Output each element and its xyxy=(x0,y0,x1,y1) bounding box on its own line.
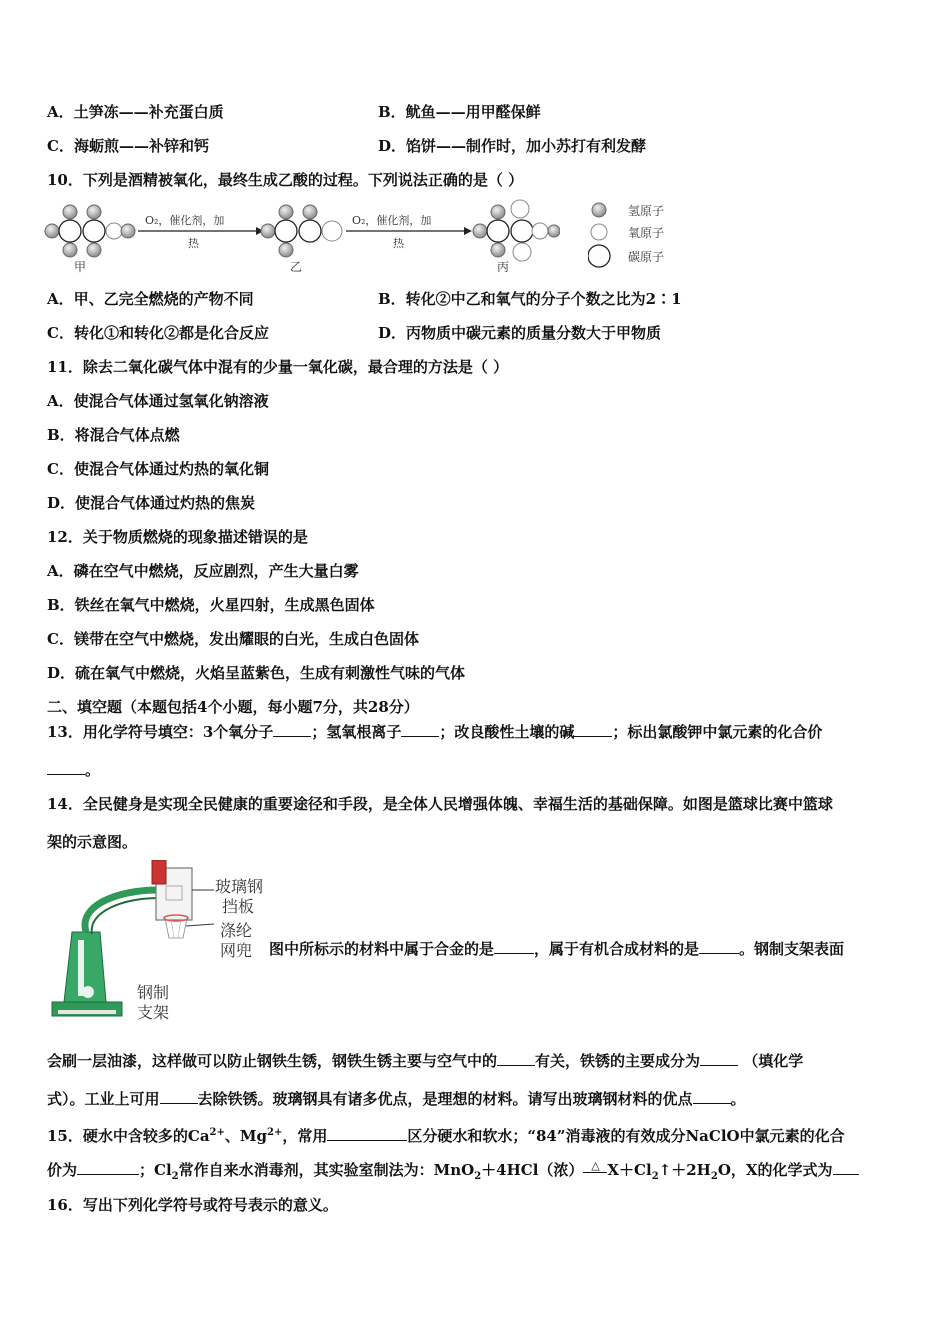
q13-blank3[interactable] xyxy=(574,722,612,737)
q15-text-hcl: ＋4HCl（浓） xyxy=(481,1161,584,1179)
section-2-heading: 二、填空题（本题包括4个小题，每小题7分，共28分） xyxy=(47,698,419,716)
fig-label-polyester-b: 网兜 xyxy=(220,941,253,960)
legend-oxygen: 氧原子 xyxy=(628,226,665,240)
q10-option-b: B．转化②中乙和氧气的分子个数之比为2∶1 xyxy=(378,290,682,308)
carbon-atom-icon xyxy=(588,245,610,267)
q14-line2: 架的示意图。 xyxy=(47,833,138,851)
molecule-yi xyxy=(261,205,342,257)
heat-condition-sign: △ xyxy=(583,1160,607,1173)
q15-sub-2: 2 xyxy=(474,1171,482,1182)
q11-option-d: D．使混合气体通过灼热的焦炭 xyxy=(47,494,256,512)
hydrogen-atom-icon xyxy=(592,203,606,217)
label-bing: 丙 xyxy=(497,260,510,274)
q9-option-a: A．土笋冻——补充蛋白质 xyxy=(47,103,224,121)
q15-text-use: ，常用 xyxy=(282,1127,328,1145)
q14-line4-text2: 去除铁锈。玻璃钢具有诸多优点，是理想的材料。请写出玻璃钢材料的优点 xyxy=(197,1090,693,1108)
q14-blank-synthetic[interactable] xyxy=(699,939,739,954)
q14-side-text3: 。钢制支架表面 xyxy=(739,940,845,958)
q15-sub-3: 2 xyxy=(651,1171,659,1182)
q12-stem: 12．关于物质燃烧的现象描述错误的是 xyxy=(47,528,308,546)
q15-text-naclo: 区分硬水和软水；“84”消毒液的有效成分NaClO中氯元素的化合 xyxy=(407,1127,845,1145)
q15-text-ca: 15．硬水中含较多的Ca xyxy=(47,1127,210,1145)
q15-line1 xyxy=(47,1123,845,1146)
q9-option-d: D．馅饼——制作时，加小苏打有利发酵 xyxy=(378,137,647,155)
q15-text-h: ↑＋2H xyxy=(658,1161,711,1179)
q14-side-text2: ，属于有机合成材料的是 xyxy=(534,940,700,958)
q15-mg-charge: 2+ xyxy=(266,1127,283,1138)
q13-text3: ；改良酸性土壤的碱 xyxy=(439,723,575,741)
q13-text5: 。 xyxy=(85,761,101,779)
legend-carbon: 碳原子 xyxy=(628,250,665,264)
label-yi: 乙 xyxy=(290,260,303,274)
q10-option-a: A．甲、乙完全燃烧的产物不同 xyxy=(47,290,254,308)
q15-text-x: X＋Cl xyxy=(607,1161,652,1179)
q15-text-cl: ；Cl xyxy=(139,1161,172,1179)
q15-line2 xyxy=(47,1160,859,1187)
fig-label-glass-fiber-a: 玻璃钢 xyxy=(215,877,264,896)
q13-text1: 13．用化学符号填空：3个氧分子 xyxy=(47,723,274,741)
legend-hydrogen: 氢原子 xyxy=(628,204,665,218)
fig-label-steel-a: 钢制 xyxy=(137,983,170,1002)
q15-text-mg: 、Mg xyxy=(224,1127,267,1145)
basketball-stand-figure xyxy=(48,860,218,1022)
q14-side-line xyxy=(269,939,844,959)
q10-option-c: C．转化①和转化②都是化合反应 xyxy=(47,324,269,342)
q15-sub-1: 2 xyxy=(171,1171,179,1182)
q11-option-c: C．使混合气体通过灼热的氧化铜 xyxy=(47,460,269,478)
q14-side-text1: 图中所标示的材料中属于合金的是 xyxy=(269,940,495,958)
arrow1-bottom-label: 热 xyxy=(188,237,199,250)
q14-line1: 14．全民健身是实现全民健康的重要途径和手段，是全体人民增强体魄、幸福生活的基础保障。如图是篮球比赛中篮球 xyxy=(47,795,833,813)
q15-blank-valence[interactable] xyxy=(77,1160,139,1175)
q14-blank-alloy[interactable] xyxy=(494,939,534,954)
q13-blank1[interactable] xyxy=(273,722,311,737)
q10-stem: 10．下列是酒精被氧化，最终生成乙酸的过程。下列说法正确的是（ ） xyxy=(47,171,524,189)
molecule-bing xyxy=(473,200,560,261)
q11-option-a: A．使混合气体通过氢氧化钠溶液 xyxy=(47,392,269,410)
q15-text-formula: O，X的化学式为 xyxy=(717,1161,833,1179)
q13-text4: ；标出氯酸钾中氯元素的化合价 xyxy=(612,723,823,741)
q12-option-d: D．硫在氧气中燃烧，火焰呈蓝紫色，生成有刺激性气味的气体 xyxy=(47,664,466,682)
q10-option-d: D．丙物质中碳元素的质量分数大于甲物质 xyxy=(378,324,662,342)
q13-blank4[interactable] xyxy=(47,760,85,775)
q15-blank-hardness[interactable] xyxy=(327,1126,407,1141)
molecule-jia xyxy=(45,205,135,257)
q14-blank-rust-removal[interactable] xyxy=(160,1089,198,1104)
q14-blank-rust-formula[interactable] xyxy=(700,1051,738,1066)
q13-line1 xyxy=(47,722,822,742)
q13-text2: ；氢氧根离子 xyxy=(311,723,402,741)
q13-blank2[interactable] xyxy=(401,722,439,737)
q14-line3-text2: 有关，铁锈的主要成分为 xyxy=(535,1052,701,1070)
label-jia: 甲 xyxy=(74,260,87,274)
q15-sub-4: 2 xyxy=(710,1171,718,1182)
q12-option-c: C．镁带在空气中燃烧，发出耀眼的白光，生成白色固体 xyxy=(47,630,419,648)
q14-line3-text3: （填化学 xyxy=(743,1052,804,1070)
q12-option-b: B．铁丝在氧气中燃烧，火星四射，生成黑色固体 xyxy=(47,596,375,614)
q14-line4-text1: 式）。工业上可用 xyxy=(47,1090,160,1108)
q15-text-valence: 价为 xyxy=(47,1161,78,1179)
oxygen-atom-icon xyxy=(591,224,607,240)
atom-legend-icons xyxy=(588,200,618,270)
q11-option-b: B．将混合气体点燃 xyxy=(47,426,180,444)
q9-option-b: B．鱿鱼——用甲醛保鲜 xyxy=(378,103,541,121)
q12-option-a: A．磷在空气中燃烧，反应剧烈，产生大量白雾 xyxy=(47,562,359,580)
q14-line3-text1: 会刷一层油漆，这样做可以防止钢铁生锈，钢铁生锈主要与空气中的 xyxy=(47,1052,498,1070)
fig-label-steel-b: 支架 xyxy=(137,1003,170,1022)
q9-option-c: C．海蛎煎——补锌和钙 xyxy=(47,137,209,155)
q14-line3 xyxy=(47,1051,803,1071)
fig-label-polyester-a: 涤纶 xyxy=(220,921,253,940)
q15-text-mno: 常作自来水消毒剂，其实验室制法为：MnO xyxy=(178,1161,475,1179)
arrow1-top-label: O₂，催化剂，加 xyxy=(145,214,225,227)
q11-stem: 11．除去二氧化碳气体中混有的少量一氧化碳，最合理的方法是（ ） xyxy=(47,358,509,376)
q14-line4 xyxy=(47,1089,746,1109)
fig-label-glass-fiber-b: 挡板 xyxy=(222,897,255,916)
q14-blank-rust-cause[interactable] xyxy=(497,1051,535,1066)
q13-line2 xyxy=(47,760,100,780)
arrow2-top-label: O₂，催化剂，加 xyxy=(352,214,432,227)
q14-line4-text3: 。 xyxy=(730,1090,746,1108)
q16-stem: 16．写出下列化学符号或符号表示的意义。 xyxy=(47,1196,338,1214)
q15-ca-charge: 2+ xyxy=(209,1127,225,1138)
arrow2-bottom-label: 热 xyxy=(393,237,404,250)
q15-blank-formula[interactable] xyxy=(833,1160,859,1175)
q14-blank-advantage[interactable] xyxy=(693,1089,731,1104)
